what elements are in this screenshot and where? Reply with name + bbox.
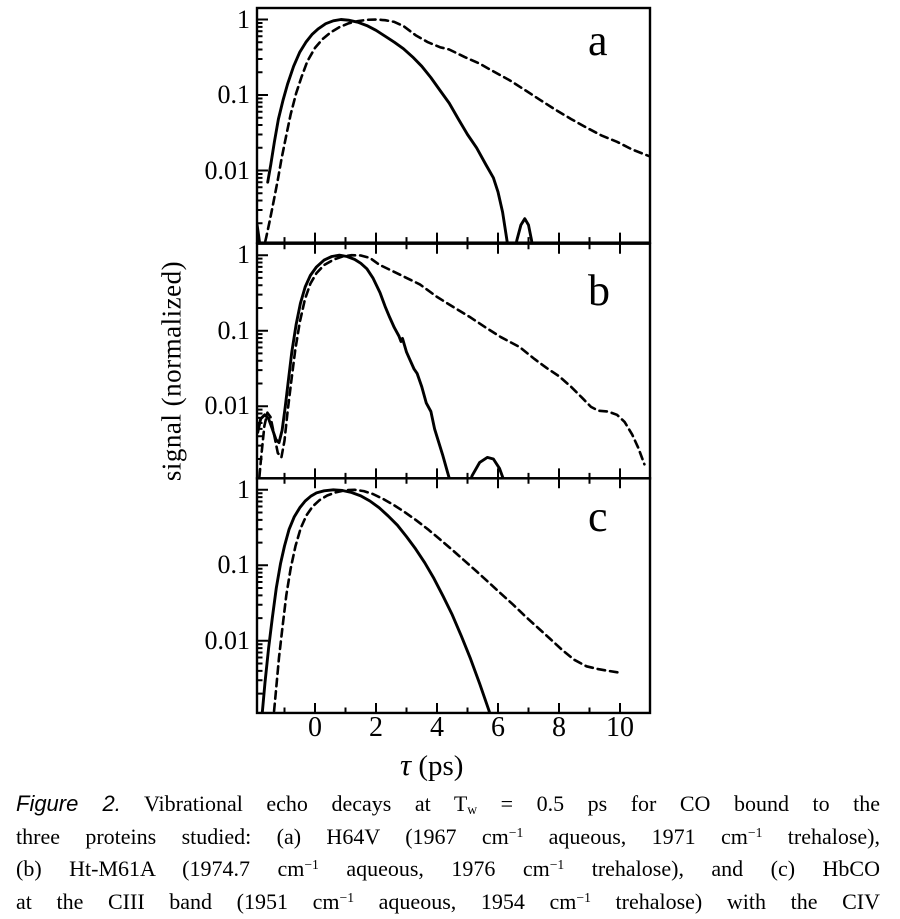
tau-symbol: τ: [400, 747, 411, 782]
caption-text: trehalose), and (c) HbCO: [564, 856, 880, 881]
caption-text: −1: [748, 825, 763, 840]
panel-label-b: b: [588, 269, 610, 313]
caption-text: −1: [304, 857, 319, 872]
panel-c-solid-curve: [261, 490, 495, 733]
caption-text: = 0.5 ps for CO bound to the: [477, 791, 880, 816]
x-axis-unit: (ps): [418, 750, 463, 782]
caption-text: w: [467, 802, 477, 817]
x-tick-label: 4: [407, 714, 467, 742]
caption-text: aqueous, 1954 cm: [354, 889, 576, 914]
caption-text: −1: [509, 825, 524, 840]
x-tick-label: 0: [285, 714, 345, 742]
caption-text: −1: [340, 890, 355, 905]
figure-caption: [16, 789, 880, 919]
y-tick-label: 0.1: [130, 82, 250, 108]
caption-text: at the CIII band (1951 cm: [16, 889, 340, 914]
x-tick-label: 10: [590, 714, 650, 742]
caption-text: trehalose),: [762, 824, 880, 849]
y-tick-label: 0.01: [130, 628, 250, 654]
caption-text: trehalose) with the CIV: [591, 889, 880, 914]
panel-label-c: c: [588, 495, 608, 539]
y-tick-label: 1: [130, 477, 250, 503]
x-tick-label: 2: [346, 714, 406, 742]
caption-text: three proteins studied: (a) H64V (1967 cm: [16, 824, 509, 849]
caption-line: [16, 854, 880, 887]
y-tick-label: 0.1: [130, 318, 250, 344]
panel-c-ticks: [257, 478, 620, 713]
caption-text: −1: [576, 890, 591, 905]
panel-b-dashed-curve: [258, 255, 644, 489]
x-tick-label: 6: [468, 714, 528, 742]
caption-text: aqueous, 1976 cm: [319, 856, 550, 881]
x-tick-label: 8: [529, 714, 589, 742]
caption-line: [16, 887, 880, 919]
panel-c-dashed-curve: [273, 490, 619, 724]
caption-text: aqueous, 1971 cm: [523, 824, 748, 849]
caption-line: [16, 789, 880, 822]
caption-text: Vibrational echo decays at T: [121, 791, 467, 816]
y-axis-label: signal (normalized): [157, 261, 188, 481]
y-tick-label: 0.01: [130, 393, 250, 419]
caption-text: −1: [550, 857, 565, 872]
x-axis-label: [400, 747, 463, 783]
y-tick-label: 0.1: [130, 552, 250, 578]
y-tick-label: 0.01: [130, 158, 250, 184]
y-tick-label: 1: [130, 7, 250, 33]
caption-line: [16, 822, 880, 855]
y-tick-label: 1: [130, 242, 250, 268]
caption-text: (b) Ht-M61A (1974.7 cm: [16, 856, 304, 881]
figure-number-label: Figure 2.: [16, 791, 121, 816]
panel-label-a: a: [588, 19, 608, 63]
panel-b-solid-curve: [258, 255, 509, 498]
panel-a-solid-curve: [257, 20, 534, 258]
